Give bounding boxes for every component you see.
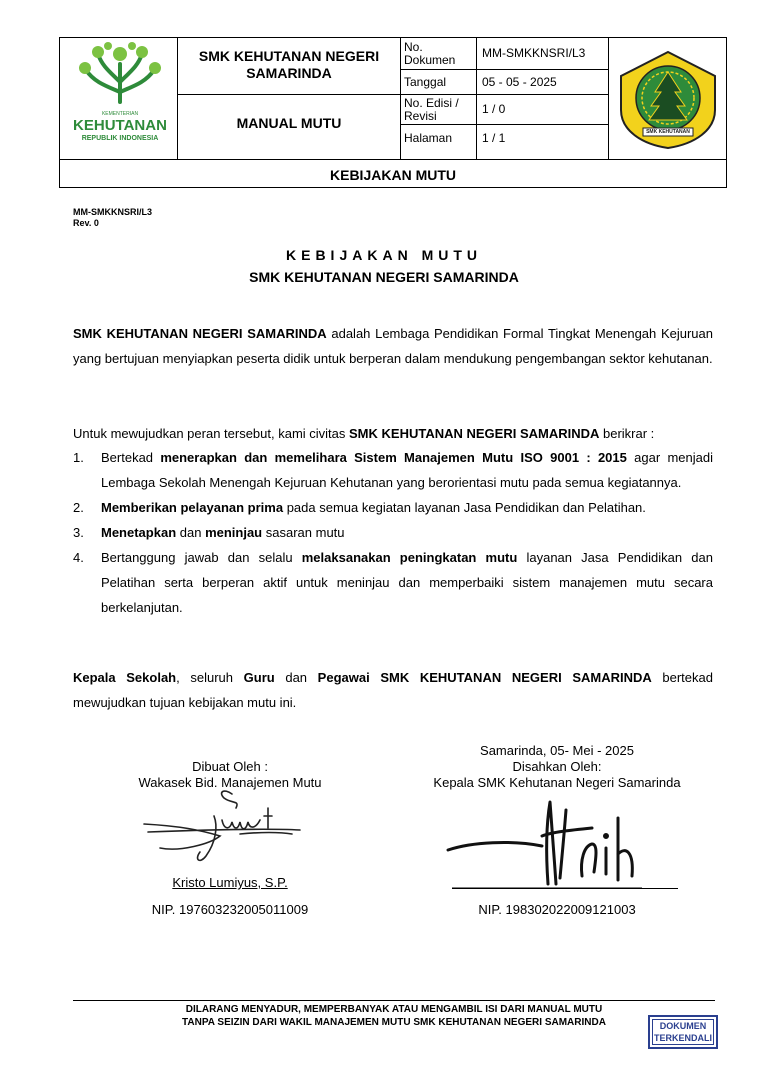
list-item xyxy=(73,445,713,495)
closing-bold: Pegawai SMK KEHUTANAN NEGERI SAMARINDA xyxy=(317,670,652,685)
item-text: Bertekad xyxy=(101,450,161,465)
closing-text: dan xyxy=(274,670,318,685)
pledge-paragraph xyxy=(73,421,713,446)
approver-signature-line xyxy=(452,888,678,889)
approved-by-label: Disahkan Oleh: xyxy=(512,759,602,774)
list-item xyxy=(73,495,713,520)
list-number: 1. xyxy=(73,450,84,465)
item-bold: melaksanakan peningkatan mutu xyxy=(301,550,518,565)
doc-revision: Rev. 0 xyxy=(73,218,99,228)
logo-line2: KEHUTANAN xyxy=(73,117,167,134)
list-item xyxy=(73,545,713,620)
stamp-line1: DOKUMEN xyxy=(659,1021,707,1031)
field-label-edisi: No. Edisi / Revisi xyxy=(404,96,459,123)
made-by-label: Dibuat Oleh : xyxy=(192,759,268,774)
intro-text: adalah Lembaga Pendidikan Formal Tingkat Menengah Kejuruan yang bertujuan menyiapkan peserta didik untuk berperan dalam mendukung pengembangan sektor kehutanan. xyxy=(73,326,713,366)
intro-bold: SMK KEHUTANAN NEGERI SAMARINDA xyxy=(73,326,327,341)
smk-kehutanan-badge xyxy=(615,48,721,152)
maker-nip: NIP. 197603232005011009 xyxy=(151,902,309,917)
stamp-line2: TERKENDALI xyxy=(654,1033,712,1043)
field-value-no-dokumen: MM-SMKKNSRI/L3 xyxy=(482,46,586,60)
intro-paragraph xyxy=(73,321,713,371)
pledge-bold: SMK KEHUTANAN NEGERI SAMARINDA xyxy=(349,426,600,441)
manual-title: MANUAL MUTU xyxy=(236,115,342,131)
policy-title: KEBIJAKAN MUTU xyxy=(286,247,482,263)
item-text: dan xyxy=(176,525,206,540)
made-by-role: Wakasek Bid. Manajemen Mutu xyxy=(138,775,322,790)
list-number: 3. xyxy=(73,525,84,540)
approved-by-role: Kepala SMK Kehutanan Negeri Samarinda xyxy=(433,775,681,790)
commitment-list xyxy=(73,445,713,620)
item-bold: meninjau xyxy=(205,525,263,540)
item-bold: Menetapkan xyxy=(101,525,177,540)
field-label-tanggal: Tanggal xyxy=(404,75,447,89)
doc-reference xyxy=(73,207,152,229)
closing-bold: Kepala Sekolah xyxy=(73,670,177,685)
place-date: Samarinda, 05- Mei - 2025 xyxy=(480,743,634,758)
signature-right-block xyxy=(412,743,702,791)
school-badge-icon xyxy=(615,48,721,152)
item-bold: Memberikan pelayanan prima xyxy=(101,500,284,515)
item-text: agar menjadi Lembaga Sekolah Menengah Kejuruan Kehutanan yang berorientasi mutu pada semua kegiatannya. xyxy=(101,450,713,490)
list-number: 2. xyxy=(73,500,84,515)
tree-emblem-icon xyxy=(70,42,170,106)
field-value-tanggal: 05 - 05 - 2025 xyxy=(482,75,557,89)
signature-left-icon xyxy=(140,786,310,876)
logo-line1: KEMENTERIAN xyxy=(101,111,139,117)
pledge-post: berikrar : xyxy=(599,426,655,441)
item-bold: menerapkan dan memelihara Sistem Manajemen Mutu ISO 9001 : 2015 xyxy=(160,450,627,465)
closing-paragraph xyxy=(73,665,713,715)
item-text: pada semua kegiatan layanan Jasa Pendidikan dan Pelatihan. xyxy=(283,500,646,515)
signature-left-name-block xyxy=(100,875,360,891)
doc-code: MM-SMKKNSRI/L3 xyxy=(73,207,152,217)
list-item xyxy=(73,520,713,545)
badge-ribbon-text: SMK KEHUTANAN xyxy=(646,129,690,135)
closing-bold: Guru xyxy=(243,670,275,685)
item-text: layanan Jasa Pendidikan dan Pelatihan serta berperan aktif untuk meninjau dan memperbaiki sistem manajemen mutu secara berkelanjutan. xyxy=(101,550,713,615)
field-label-no-dokumen: No. Dokumen xyxy=(404,40,456,67)
controlled-document-stamp xyxy=(648,1015,718,1049)
section-title: KEBIJAKAN MUTU xyxy=(330,167,456,183)
list-number: 4. xyxy=(73,550,84,565)
logo-line3: REPUBLIK INDONESIA xyxy=(81,135,159,142)
kementerian-kehutanan-logo xyxy=(70,42,170,154)
pledge-pre: Untuk mewujudkan peran tersebut, kami civitas xyxy=(73,426,350,441)
closing-text: , seluruh xyxy=(176,670,244,685)
item-text: sasaran mutu xyxy=(262,525,345,540)
field-label-halaman: Halaman xyxy=(404,131,453,145)
footer-divider xyxy=(73,1000,715,1001)
field-value-edisi: 1 / 0 xyxy=(482,102,506,116)
signature-right-icon xyxy=(442,796,642,892)
document-header-table xyxy=(59,37,727,188)
school-name: SMK KEHUTANAN NEGERI SAMARINDA xyxy=(198,48,380,81)
approver-nip: NIP. 198302022009121003 xyxy=(478,902,636,917)
field-value-halaman: 1 / 1 xyxy=(482,131,506,145)
footer-notice xyxy=(73,1003,715,1029)
footer-line1: DILARANG MENYADUR, MEMPERBANYAK ATAU MENGAMBIL ISI DARI MANUAL MUTU xyxy=(185,1004,603,1015)
maker-name: Kristo Lumiyus, S.P. xyxy=(172,875,288,890)
policy-subtitle: SMK KEHUTANAN NEGERI SAMARINDA xyxy=(249,269,519,285)
footer-line2: TANPA SEIZIN DARI WAKIL MANAJEMEN MUTU SMK KEHUTANAN NEGERI SAMARINDA xyxy=(182,1017,606,1028)
item-text: Bertanggung jawab dan selalu xyxy=(101,550,302,565)
closing-text: bertekad mewujudkan tujuan kebijakan mutu ini. xyxy=(73,670,713,710)
